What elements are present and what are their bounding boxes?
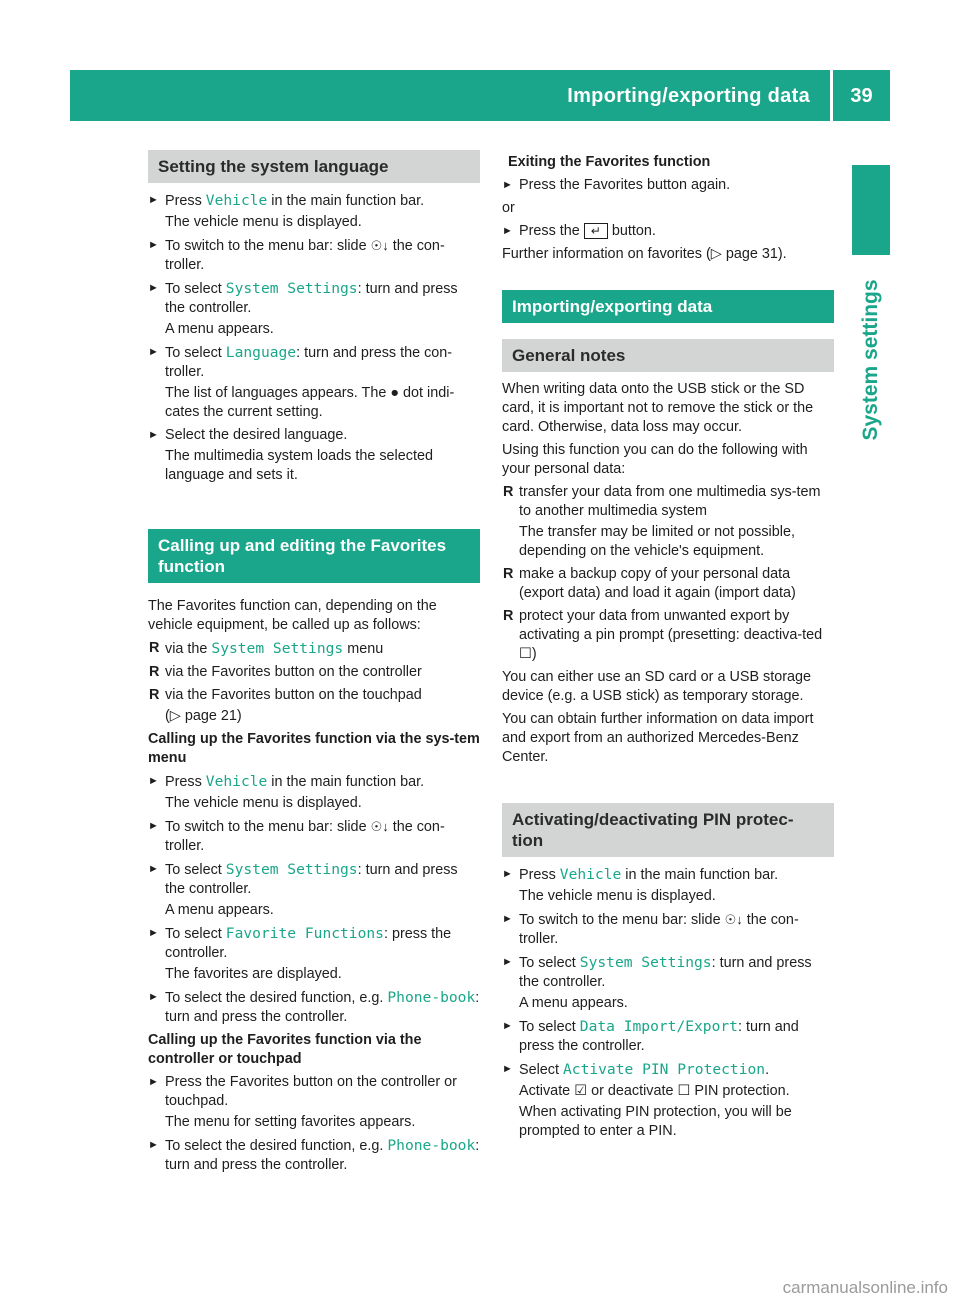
- page-number: 39: [850, 85, 873, 107]
- list-text: protect your data from unwanted export by activating a pin prompt (presetting: deactiva-ted: [519, 608, 823, 643]
- step-result: The vehicle menu is displayed.: [165, 214, 362, 230]
- paragraph: You can either use an SD card or a USB storage device (e.g. a USB stick) as temporary storage.: [502, 669, 812, 704]
- step-text: : turn and press the controller.: [519, 1019, 799, 1054]
- spacer: [148, 489, 480, 529]
- step: [148, 279, 480, 339]
- step: [148, 426, 480, 485]
- step-text: To switch to the menu bar: slide: [519, 912, 725, 928]
- list-item: [502, 565, 834, 603]
- bullet-icon: R: [149, 640, 160, 656]
- list-text: make a backup copy of your personal data (export data) and load it again (import data): [519, 566, 796, 601]
- step: [148, 191, 480, 232]
- step-result: [165, 384, 480, 422]
- step-text: : turn and press the con-troller.: [165, 345, 453, 380]
- step-text: in the main function bar.: [621, 867, 779, 883]
- step-text: in the main function bar.: [267, 774, 425, 790]
- step-text: : press the controller.: [165, 926, 452, 961]
- step: [502, 865, 834, 906]
- step-arrow-icon: ►: [502, 225, 513, 237]
- side-tab-marker: [852, 165, 890, 255]
- paragraph: When writing data onto the USB stick or the SD card, it is important not to remove the stick or the card. Otherwise, data loss may occur.: [502, 381, 814, 435]
- menu-item-system-settings: System Settings: [211, 640, 344, 657]
- step: [148, 1136, 480, 1175]
- step-text: the con-troller.: [165, 819, 445, 854]
- menu-item-activate-pin-protection: Activate PIN Protection: [563, 1061, 766, 1078]
- step: [502, 222, 834, 241]
- step-text: : turn and press the controller.: [165, 1138, 480, 1173]
- bullet-icon: R: [503, 566, 514, 582]
- right-column: [502, 150, 834, 1145]
- result-text: Activate: [519, 1083, 575, 1099]
- footer-watermark: carmanualsonline.info: [782, 1278, 948, 1297]
- step: [148, 988, 480, 1027]
- step-text: button.: [607, 223, 656, 239]
- step-text: To select: [165, 926, 226, 942]
- spacer: [502, 771, 834, 803]
- list-item: [502, 607, 834, 664]
- step-text: in the main function bar.: [267, 193, 425, 209]
- step: [502, 953, 834, 1013]
- step-arrow-icon: ►: [502, 868, 513, 880]
- menu-item-system-settings: System Settings: [225, 280, 358, 297]
- step-arrow-icon: ►: [502, 1020, 513, 1032]
- step-result: The multimedia system loads the selected language and sets it.: [165, 448, 433, 483]
- step-text: .: [765, 1062, 770, 1078]
- menu-item-vehicle: Vehicle: [559, 866, 622, 883]
- list-item: [148, 639, 480, 659]
- bullet-icon: R: [503, 484, 514, 500]
- step-text: To switch to the menu bar: slide: [165, 238, 371, 254]
- list-text: menu: [343, 641, 384, 657]
- step-text: Press the Favorites button on the controller or touchpad.: [165, 1074, 457, 1109]
- checkbox-checked-icon: ☑: [574, 1083, 588, 1099]
- checkbox-empty-icon: ☐: [677, 1083, 691, 1099]
- controller-slide-icon: ☉↓: [724, 912, 743, 927]
- step: [148, 1073, 480, 1132]
- step: [502, 1017, 834, 1056]
- step-arrow-icon: ►: [148, 282, 159, 294]
- step-result: The vehicle menu is displayed.: [165, 795, 362, 811]
- menu-item-vehicle: Vehicle: [205, 773, 268, 790]
- bullet-icon: R: [149, 664, 160, 680]
- bullet-icon: R: [503, 608, 514, 624]
- list-text: ): [531, 646, 537, 662]
- result-text: The list of languages appears. The: [165, 385, 391, 401]
- step-text: : turn and press the controller.: [519, 955, 812, 990]
- menu-item-favorite-functions: Favorite Functions: [225, 925, 384, 942]
- paragraph: Using this function you can do the following with your personal data:: [502, 442, 808, 477]
- step-arrow-icon: ►: [148, 239, 159, 251]
- step-text: To select: [165, 345, 226, 361]
- step-arrow-icon: ►: [148, 927, 159, 939]
- list-text: transfer your data from one multimedia sys-tem to another multimedia system: [519, 484, 821, 519]
- section-heading-general-notes: General notes: [502, 339, 834, 372]
- step-text: To select: [165, 862, 226, 878]
- menu-item-data-import-export: Data Import/Export: [579, 1018, 738, 1035]
- list-text: via the Favorites button on the touchpad: [165, 687, 422, 703]
- list-item: [148, 686, 480, 726]
- step-text: Press: [519, 867, 560, 883]
- step: [148, 860, 480, 920]
- paragraph: Further information on favorites (▷ page 31).: [502, 246, 787, 262]
- step: [148, 817, 480, 856]
- step-result: [519, 1082, 834, 1101]
- step-text: To select: [519, 955, 580, 971]
- list-item: [148, 663, 480, 682]
- step-text: : turn and press the controller.: [165, 990, 480, 1025]
- step-result: A menu appears.: [165, 321, 274, 337]
- step-arrow-icon: ►: [502, 913, 513, 925]
- step-text: the con-troller.: [519, 912, 799, 947]
- step-arrow-icon: ►: [502, 956, 513, 968]
- bullet-icon: R: [149, 687, 160, 703]
- step-text: : turn and press the controller.: [165, 862, 458, 897]
- step-result: A menu appears.: [519, 995, 628, 1011]
- list-note: The transfer may be limited or not possible, depending on the vehicle's equipment.: [519, 524, 795, 559]
- step-text: Press: [165, 774, 206, 790]
- list-item: [502, 483, 834, 561]
- paragraph: The Favorites function can, depending on the vehicle equipment, be called up as follows:: [148, 598, 437, 633]
- step-text: the con-troller.: [165, 238, 445, 273]
- step: [502, 910, 834, 949]
- step-arrow-icon: ►: [148, 1139, 159, 1151]
- subheading-system-menu: Calling up the Favorites function via the sys-tem menu: [148, 731, 480, 766]
- result-text: PIN protection.: [690, 1083, 790, 1099]
- menu-item-phonebook: Phone‐book: [387, 1137, 476, 1154]
- step-arrow-icon: ►: [502, 179, 513, 191]
- step-text: To switch to the menu bar: slide: [165, 819, 371, 835]
- subheading-exit-favorites: Exiting the Favorites function: [508, 154, 711, 170]
- step-arrow-icon: ►: [148, 991, 159, 1003]
- menu-item-language: Language: [225, 344, 297, 361]
- step-text: Select: [519, 1062, 563, 1078]
- step: [502, 176, 834, 195]
- section-heading-pin-protection: Activating/deactivating PIN protec-tion: [502, 803, 834, 857]
- dot-icon: ●: [390, 385, 400, 401]
- paragraph: or: [502, 200, 515, 216]
- step-result: A menu appears.: [165, 902, 274, 918]
- step: [148, 236, 480, 275]
- section-heading-favorites: Calling up and editing the Favorites function: [148, 529, 480, 583]
- result-text: or deactivate: [587, 1083, 678, 1099]
- step-text: Press the: [519, 223, 584, 239]
- list-text: via the Favorites button on the controller: [165, 664, 422, 680]
- side-tab-label: System settings: [859, 279, 882, 441]
- back-button-icon: ↵: [584, 223, 608, 239]
- spacer: [502, 268, 834, 290]
- page-reference: (▷ page 21): [165, 708, 242, 724]
- controller-slide-icon: ☉↓: [370, 238, 389, 253]
- menu-item-system-settings: System Settings: [225, 861, 358, 878]
- controller-slide-icon: ☉↓: [370, 819, 389, 834]
- paragraph: You can obtain further information on data import and export from an authorized Mercedes-Benz Center.: [502, 711, 814, 765]
- step-arrow-icon: ►: [148, 194, 159, 206]
- list-text: via the: [165, 641, 212, 657]
- section-heading-importing-exporting: Importing/exporting data: [502, 290, 834, 323]
- result-text: dot indi-cates the current setting.: [165, 385, 455, 420]
- step-text: Select the desired language.: [165, 427, 348, 443]
- step-arrow-icon: ►: [148, 1076, 159, 1088]
- step-text: Press: [165, 193, 206, 209]
- step-text: To select: [519, 1019, 580, 1035]
- page-header-title: Importing/exporting data: [567, 85, 810, 107]
- step-arrow-icon: ►: [148, 820, 159, 832]
- step: [148, 924, 480, 984]
- step-result: The menu for setting favorites appears.: [165, 1114, 416, 1130]
- step: [502, 1060, 834, 1141]
- step-text: Press the Favorites button again.: [519, 177, 731, 193]
- menu-item-system-settings: System Settings: [579, 954, 712, 971]
- step-text: To select the desired function, e.g.: [165, 990, 388, 1006]
- spacer: [502, 331, 834, 339]
- menu-item-phonebook: Phone‐book: [387, 989, 476, 1006]
- step-arrow-icon: ►: [148, 863, 159, 875]
- step-result: When activating PIN protection, you will be prompted to enter a PIN.: [519, 1104, 792, 1139]
- step-text: : turn and press the controller.: [165, 281, 458, 316]
- step-text: To select: [165, 281, 226, 297]
- menu-item-vehicle: Vehicle: [205, 192, 268, 209]
- step-arrow-icon: ►: [148, 346, 159, 358]
- checkbox-empty-icon: ☐: [519, 646, 532, 662]
- subheading-controller-touchpad: Calling up the Favorites function via the controller or touchpad: [148, 1032, 422, 1067]
- step: [148, 343, 480, 422]
- step-text: To select the desired function, e.g.: [165, 1138, 388, 1154]
- step: [148, 772, 480, 813]
- section-heading-system-language: Setting the system language: [148, 150, 480, 183]
- step-result: The favorites are displayed.: [165, 966, 342, 982]
- left-column: [148, 150, 480, 1179]
- step-result: The vehicle menu is displayed.: [519, 888, 716, 904]
- step-arrow-icon: ►: [148, 429, 159, 441]
- step-arrow-icon: ►: [148, 775, 159, 787]
- step-arrow-icon: ►: [502, 1063, 513, 1075]
